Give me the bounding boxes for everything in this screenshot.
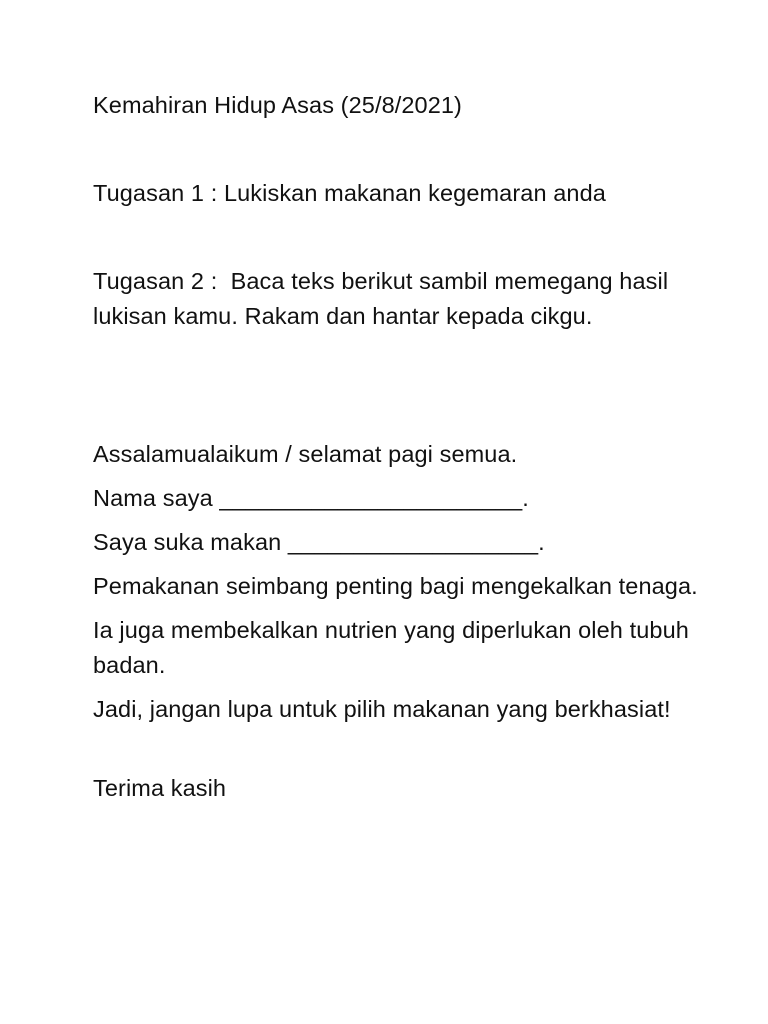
closing-line: Terima kasih	[93, 775, 227, 801]
speech-script	[93, 437, 713, 727]
nutrients-line: Ia juga membekalkan nutrien yang diperlukan oleh tubuh badan.	[93, 617, 696, 678]
balanced-diet-line: Pemakanan seimbang penting bagi mengekalkan tenaga.	[93, 573, 698, 599]
healthy-choice-line: Jadi, jangan lupa untuk pilih makanan yang berkhasiat!	[93, 696, 671, 722]
worksheet-page	[93, 88, 713, 806]
greeting-line: Assalamualaikum / selamat pagi semua.	[93, 441, 518, 467]
name-fill-line: Nama saya _______________________.	[93, 485, 529, 511]
worksheet-title: Kemahiran Hidup Asas (25/8/2021)	[93, 92, 462, 118]
task-1-instruction: Tugasan 1 : Lukiskan makanan kegemaran anda	[93, 180, 606, 206]
task-2-instruction: Tugasan 2 : Baca teks berikut sambil memegang hasil lukisan kamu. Rakam dan hantar kepada cikgu.	[93, 268, 675, 329]
favorite-food-fill-line: Saya suka makan ___________________.	[93, 529, 545, 555]
